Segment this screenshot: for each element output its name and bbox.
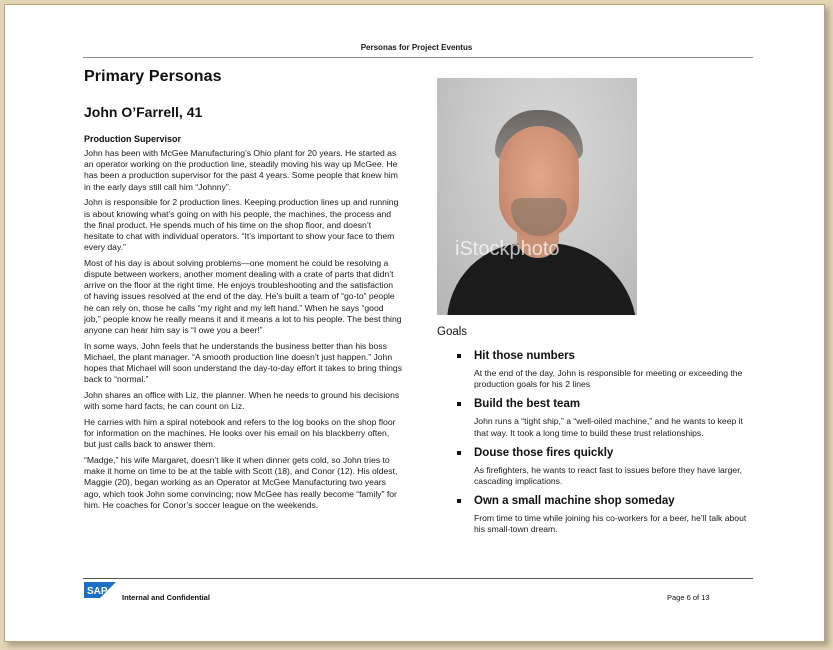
persona-name: John O’Farrell, 41 — [84, 104, 203, 120]
bullet-icon — [457, 354, 461, 358]
goal-title: Douse those fires quickly — [474, 446, 614, 459]
goal-title: Build the best team — [474, 398, 581, 411]
paragraph: John shares an office with Liz, the planner. When he needs to ground his decisions with some hard facts, he can count on Liz. — [84, 390, 400, 412]
paragraph: Most of his day is about solving problems—one moment he could be resolving a dispute between workers, another moment dealing with a crate of parts that didn’t arrive on the floor at the right time. He enjoys troubleshooting and the satisfaction of having issues resolved at the end of the day. He’s built a team of “go-to” people he can rely on, those he calls “my right and my left hand.” When he says “good job,” people know he really means it and it means a lot to his people. The best thing anyone can hear him say is “I owe you a beer!” — [84, 257, 402, 336]
photo-watermark: iStockphoto — [455, 238, 560, 260]
goal-item — [457, 398, 757, 438]
goals-section — [437, 326, 757, 544]
section-heading: Primary Personas — [84, 68, 222, 85]
paragraph: In some ways, John feels that he understands the business better than his boss Michael, the plant manager. “A smooth production line doesn’t just happen.” John hopes that Michael will soon understand the day-to-day effort it takes to bring things back to “normal.” — [84, 340, 402, 385]
bullet-icon — [457, 499, 461, 503]
goal-item — [457, 495, 757, 535]
running-header: Personas for Project Eventus — [360, 43, 473, 52]
footer-rule — [83, 578, 753, 579]
goal-text: As firefighters, he wants to react fast to issues before they have larger, cascading implications. — [474, 464, 742, 487]
logo-text: SAP — [87, 586, 108, 597]
bullet-icon — [457, 402, 461, 406]
goal-text: From time to time while joining his co-workers for a beer, he’ll talk about his small-town dream. — [474, 513, 747, 535]
goal-title: Own a small machine shop someday — [474, 495, 675, 508]
persona-column — [84, 68, 402, 516]
sap-logo-icon — [84, 582, 116, 598]
persona-photo — [437, 78, 637, 315]
goals-title: Goals — [437, 326, 468, 338]
paragraph: He carries with him a spiral notebook and refers to the log books on the shop floor for information on the machines. He looks over his email on his blackberry often, but just calls back to answer them. — [84, 416, 396, 450]
goal-title: Hit those numbers — [474, 350, 575, 362]
persona-role: Production Supervisor — [84, 134, 182, 144]
paragraph: “Madge,” his wife Margaret, doesn’t like it when dinner gets cold, so John tries to make it home on time to be at the table with Scott (18), and Conor (12). His oldest, Maggie (20), began working as an Operator at McGee Manufacturing two years ago, which took John some convincing; now McGee has really become “family” for him. He coaches for Conor’s soccer league on the weekends. — [84, 455, 398, 510]
goal-item — [457, 447, 757, 487]
goal-text: John runs a “tight ship,” a “well-oiled machine,” and he wants to keep it that way. It took a long time to build these trust relationships. — [474, 416, 743, 438]
paragraph: John has been with McGee Manufacturing’s Ohio plant for 20 years. He started as an operator working on the production line, steadily moving his way up McGee. He has been a production supervisor for the past 4 years. Some people that knew him in the early days still call him “Johnny”. — [84, 148, 398, 192]
goal-item — [457, 350, 757, 390]
page-number: Page 6 of 13 — [667, 593, 710, 602]
goal-text: At the end of the day, John is responsible for meeting or exceeding the production goals for his 2 lines — [474, 368, 743, 390]
confidentiality-label: Internal and Confidential — [122, 593, 210, 602]
paragraph: John is responsible for 2 production lines. Keeping production lines up and running is about knowing what’s going on with his people, the machines, the process and the final product. He spends much of his time on the shop floor, and doesn’t hesitate to chat with individual operators. “It’s important to show your face to them every day.” — [84, 197, 399, 253]
bullet-icon — [457, 451, 461, 455]
header-rule — [83, 57, 753, 58]
